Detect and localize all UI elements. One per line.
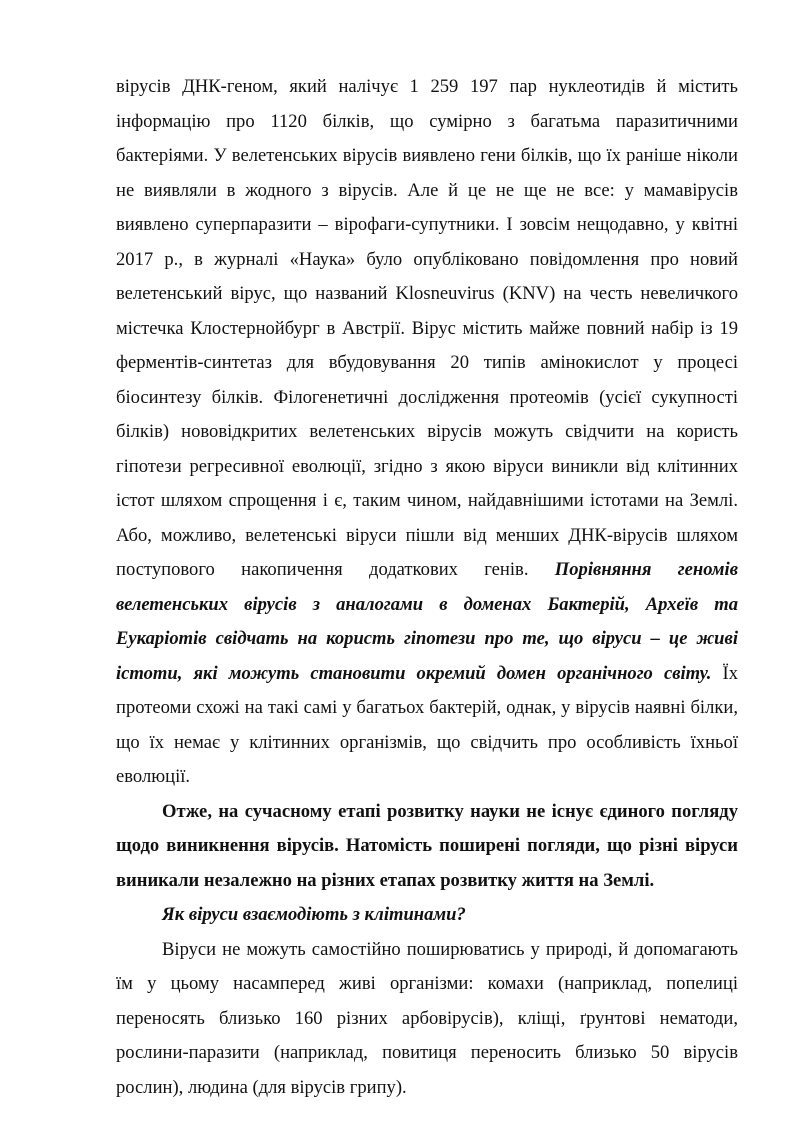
document-page (116, 70, 738, 1105)
paragraph-text-continued: Їх протеоми схожі на такі самі у багатьох бактерій, однак, у вірусів наявні білки, що їх немає у клітинних організмів, що свідчить про особливість їхньої еволюції. (116, 662, 738, 787)
emphasis-text: Порівняння геномів велетенських вірусів з аналогами в доменах Бактерій, Археїв та Еукаріотів свідчать на користь гіпотези про те, що віруси – це живі істоти, які можуть становити окремий домен органічного світу. (116, 559, 739, 684)
paragraph-viruses-genome (116, 70, 738, 795)
section-question-heading: Як віруси взаємодіють з клітинами? (162, 904, 466, 925)
paragraph-virus-spread: Віруси не можуть самостійно поширюватись у природі, й допомагають їм у цьому насамперед живі організми: комахи (наприклад, попелиці переносять близько 160 різних арбовірусів), кліщі, ґрунтові нематоди, рослини-паразити (наприклад, повитиця переносить близько 50 вірусів рослин), людина (для вірусів грипу). (116, 938, 738, 1098)
paragraph-text: вірусів ДНК-геном, який налічує 1 259 197 пар нуклеотидів й містить інформацію про 1120 білків, що сумірно з багатьма паразитичними бактеріями. У велетенських вірусів виявлено гени білків, що їх раніше ніколи не виявляли в жодного з вірусів. Але й це не ще не все: у мамавірусів виявлено суперпаразити – вірофаги-супутники. І зовсім нещодавно, у квітні 2017 р., в журналі «Наука» було опубліковано повідомлення про новий велетенський вірус, що названий Klosneuvirus (KNV) на честь невеличкого містечка Клостернойбург в Австрії. Вірус містить майже повний набір із 19 ферментів-синтетаз для вбудовування 20 типів амінокислот у процесі біосинтезу білків. Філогенетичні дослідження протеомів (усієї сукупності білків) нововідкритих велетенських вірусів можуть свідчити на користь гіпотези регресивної еволюції, згідно з якою віруси виникли від клітинних істот шляхом спрощення і є, таким чином, найдавнішими істотами на Землі. Або, можливо, велетенські віруси пішли від менших ДНК-вірусів шляхом поступового накопичення додаткових генів. (116, 76, 738, 580)
conclusion-paragraph: Отже, на сучасному етапі розвитку науки не існує єдиного погляду щодо виникнення вірусів. Натомість поширені погляди, що різні віруси виникали незалежно на різних етапах розвитку життя на Землі. (116, 800, 738, 891)
